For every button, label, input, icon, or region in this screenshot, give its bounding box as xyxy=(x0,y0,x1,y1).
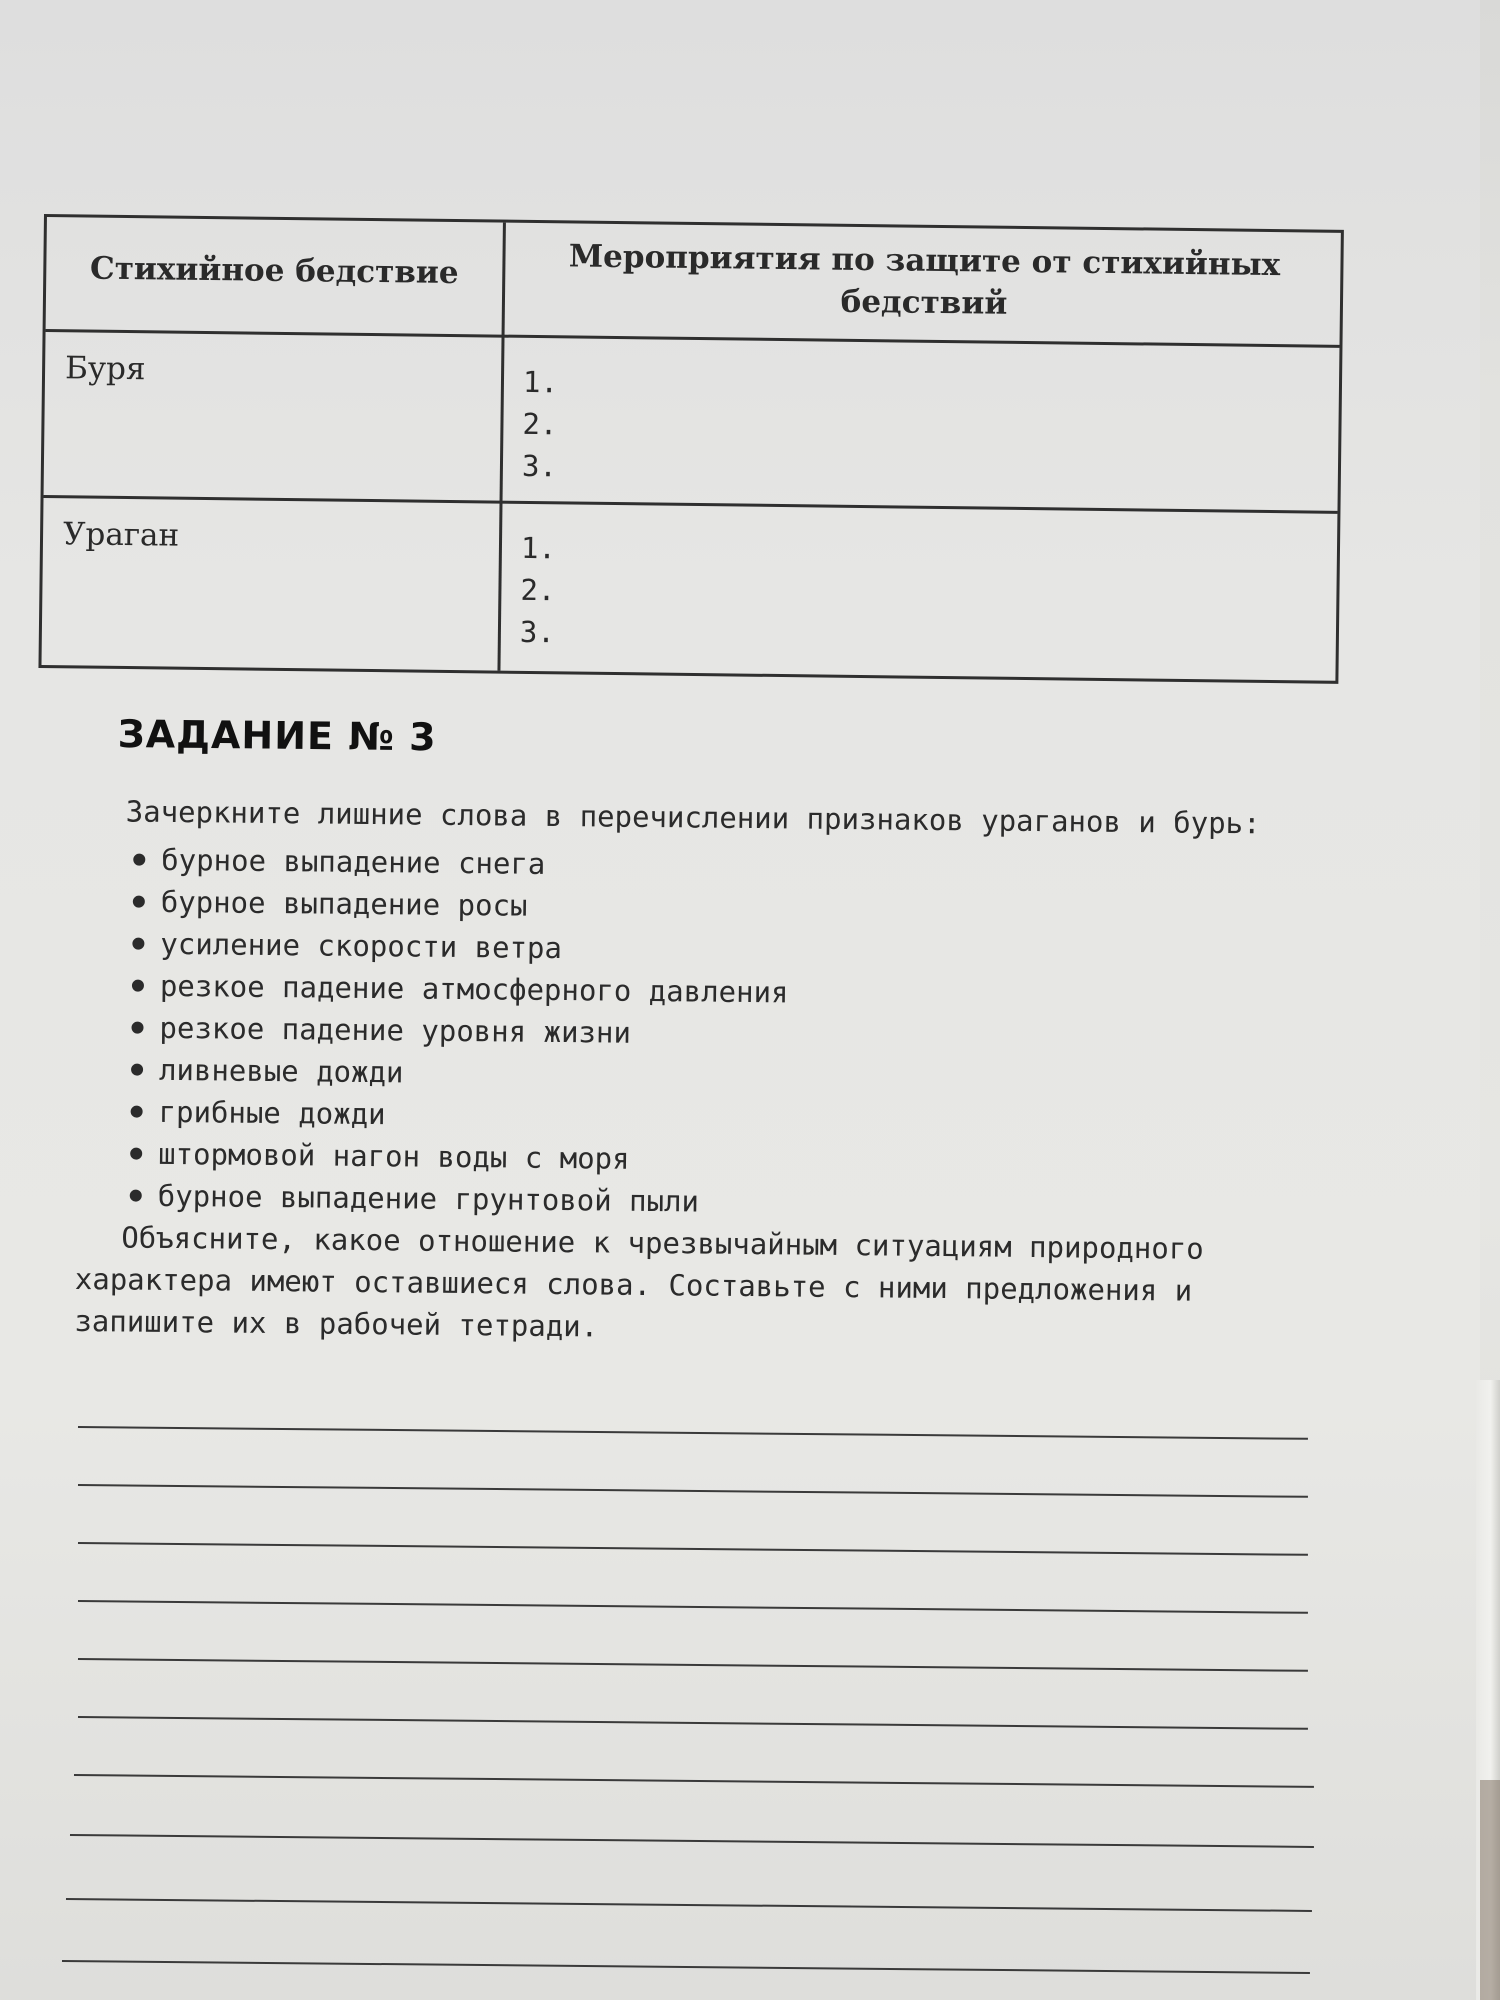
answer-line[interactable] xyxy=(78,1484,1308,1498)
table-row-storm-items xyxy=(522,361,558,487)
list-item: 2. xyxy=(522,406,558,442)
task-title: ЗАДАНИЕ № 3 xyxy=(117,712,437,760)
task-explain: Объясните, какое отношение к чрезвычайным ситуациям природного характера имеют оставшиеся слова. Составьте с ними предложения и запишите их в рабочей тетради. xyxy=(74,1220,1204,1344)
table-row-divider xyxy=(44,495,1338,514)
list-item: грибные дожди xyxy=(126,1091,1336,1146)
list-item: 1. xyxy=(520,530,557,566)
list-item: 3. xyxy=(519,614,556,650)
answer-line[interactable] xyxy=(78,1542,1308,1556)
answer-line[interactable] xyxy=(78,1426,1308,1440)
list-item: 1. xyxy=(522,364,559,400)
list-item: ливневые дожди xyxy=(127,1049,1337,1104)
list-item: резкое падение уровня жизни xyxy=(127,1007,1337,1062)
list-item: бурное выпадение росы xyxy=(129,881,1339,936)
list-item: 2. xyxy=(520,572,556,608)
list-item: усиление скорости ветра xyxy=(128,923,1338,978)
task-body xyxy=(74,790,1340,1355)
list-item: бурное выпадение грунтовой пыли xyxy=(126,1175,1336,1230)
table-row-label-hurricane: Ураган xyxy=(62,516,180,554)
answer-line[interactable] xyxy=(74,1774,1314,1788)
table-row-label-storm: Буря xyxy=(64,350,146,388)
answer-line[interactable] xyxy=(78,1716,1308,1730)
table-row-divider xyxy=(46,329,1340,348)
answer-line[interactable] xyxy=(78,1600,1308,1614)
list-item: 3. xyxy=(521,448,558,484)
answer-line[interactable] xyxy=(62,1960,1310,1974)
list-item: штормовой нагон воды с моря xyxy=(126,1133,1336,1188)
answer-line[interactable] xyxy=(78,1658,1308,1672)
table-header-measures: Мероприятия по защите от стихийных бедствий xyxy=(568,238,1281,322)
answer-line[interactable] xyxy=(70,1834,1314,1848)
table-header-disaster: Стихийное бедствие xyxy=(89,250,459,292)
signs-list xyxy=(76,838,1340,1229)
list-item: резкое падение атмосферного давления xyxy=(128,965,1338,1020)
task-intro: Зачеркните лишние слова в перечислении признаков ураганов и бурь: xyxy=(125,794,1261,841)
answer-line[interactable] xyxy=(66,1898,1312,1912)
table-row-hurricane-items xyxy=(520,527,556,653)
disaster-measures-table xyxy=(38,214,1343,684)
desk-edge xyxy=(1480,1780,1500,2000)
list-item: бурное выпадение снега xyxy=(129,839,1339,894)
